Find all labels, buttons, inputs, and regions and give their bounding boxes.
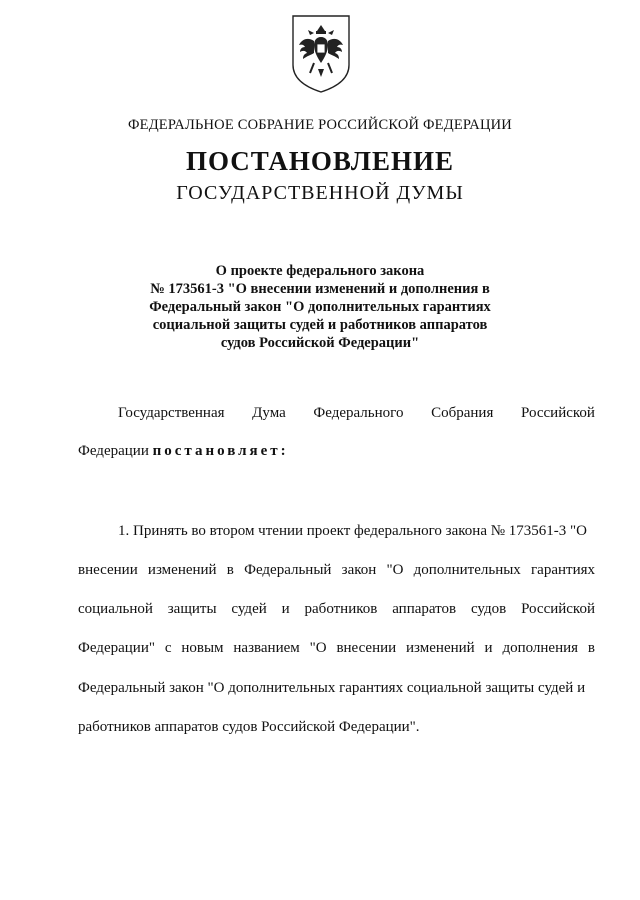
item1-line: внесении изменений в Федеральный закон "О дополнительных гарантиях (78, 562, 595, 578)
item1-line: социальной защиты судей и работников аппаратов судов Российской (78, 601, 595, 617)
org-line: ФЕДЕРАЛЬНОЕ СОБРАНИЕ РОССИЙСКОЙ ФЕДЕРАЦИИ (128, 117, 512, 133)
preamble-word: Дума (252, 405, 286, 421)
item1-line: Федеральный закон "О дополнительных гарантиях социальной защиты судей и (78, 680, 586, 696)
subject-line: № 173561-3 "О внесении изменений и дополнения в (150, 281, 490, 297)
subject-line: социальной защиты судей и работников аппаратов (152, 317, 488, 333)
preamble-word: Собрания (431, 405, 494, 421)
preamble-line-1 (78, 405, 595, 422)
subject-line: О проекте федерального закона (215, 263, 425, 279)
subject-line: судов Российской Федерации" (220, 335, 420, 351)
item1-line: работников аппаратов судов Российской Федерации". (78, 719, 420, 735)
item1-line: Федерации" с новым названием "О внесении изменений и дополнения в (78, 640, 595, 656)
preamble-verb: постановляет: (152, 443, 289, 459)
subject-block (120, 262, 520, 352)
document-title: ПОСТАНОВЛЕНИЕ (185, 146, 455, 176)
preamble-word: Федерального (313, 405, 404, 421)
item1-line: 1. Принять во втором чтении проект федерального закона № 173561-3 "О (118, 523, 587, 539)
preamble-prefix: Федерации (78, 443, 149, 459)
preamble-word: Российской (521, 405, 595, 421)
subject-line: Федеральный закон "О дополнительных гарантиях (149, 299, 491, 315)
preamble-line-2 (78, 443, 595, 460)
preamble-word: Государственная (118, 405, 225, 421)
document-subtitle: ГОСУДАРСТВЕННОЙ ДУМЫ (176, 182, 464, 204)
coat-of-arms-emblem (290, 13, 352, 95)
